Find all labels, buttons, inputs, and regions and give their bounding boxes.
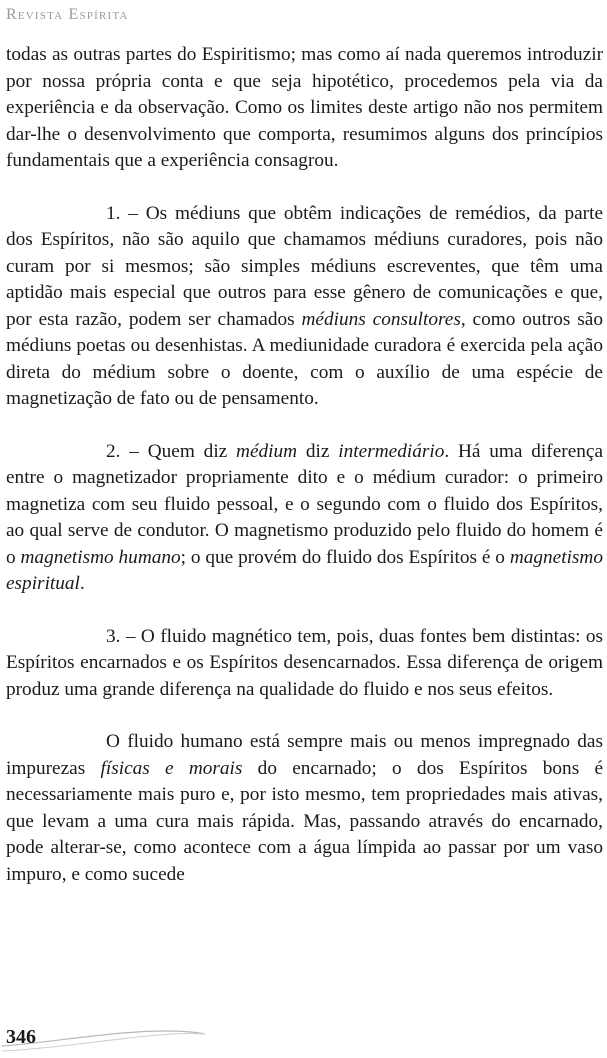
paragraph-item-3: 3. – O fluido magnético tem, pois, duas fontes bem distintas: os Espíritos encarnados e os Espíritos desencarnados. Essa diferença de origem produz uma grande diferença na qualidade do fluido e nos seus efeitos. bbox=[6, 625, 603, 700]
running-header: Revista Espírita bbox=[6, 6, 129, 23]
emphasis-fisicas-morais: físicas e morais bbox=[100, 757, 243, 779]
emphasis-magnetismo-espiritual: magnetismo espiritual bbox=[6, 546, 603, 594]
page-number: 346 bbox=[6, 1026, 36, 1048]
emphasis-magnetismo-humano: magnetismo humano bbox=[20, 546, 181, 568]
page-footer bbox=[0, 1012, 607, 1058]
paragraph-item-2: 2. – Quem diz médium diz intermediário. Há uma diferença entre o magnetizador propriamente dito e o médium curador: o primeiro magnetiza com seu fluido pessoal, e o segundo com o fluido dos Espíritos, ao qual serve de condutor. O magnetismo produzido pelo fluido do homem é o magnetismo humano; o que provém do fluido dos Espíritos é o magnetismo espiritual. bbox=[6, 440, 604, 594]
emphasis-medium-consultores: médiuns consultores bbox=[301, 308, 461, 330]
body-text bbox=[6, 42, 603, 888]
paragraph-fluido-humano: O fluido humano está sempre mais ou menos impregnado das impurezas físicas e morais do encarnado; o dos Espíritos bons é necessariamente mais puro e, por isto mesmo, tem propriedades mais ativas, que levam a uma cura mais rápida. Mas, passando através do encarnado, pode alterar-se, como acontece com a água límpida ao passar por um vaso impuro, e como sucede bbox=[6, 731, 604, 885]
paragraph-intro: todas as outras partes do Espiritismo; mas como aí nada queremos introduzir por nossa própria conta e que seja hipotético, procedemos pela via da experiência e da observação. Como os limites deste artigo não nos permitem dar-lhe o desenvolvimento que comporta, resumimos alguns dos princípios fundamentais que a experiência consagrou. bbox=[6, 44, 603, 171]
emphasis-medium: médium bbox=[236, 440, 298, 462]
emphasis-intermediario: intermediário bbox=[338, 440, 445, 462]
paragraph-item-1: 1. – Os médiuns que obtêm indicações de remédios, da parte dos Espíritos, não são aquilo que chamamos médiuns curadores, pois não curam por si mesmos; são simples médiuns escreventes, que têm uma aptidão mais especial que outros para esse gênero de comunicações e que, por esta razão, podem ser chamados médiuns consultores, como outros são médiuns poetas ou desenhistas. A mediunidade curadora é exercida pela ação direta do médium sobre o doente, com o auxílio de uma espécie de magnetização de fato ou de pensamento. bbox=[6, 202, 603, 409]
decorative-swoosh-icon bbox=[0, 1012, 607, 1058]
